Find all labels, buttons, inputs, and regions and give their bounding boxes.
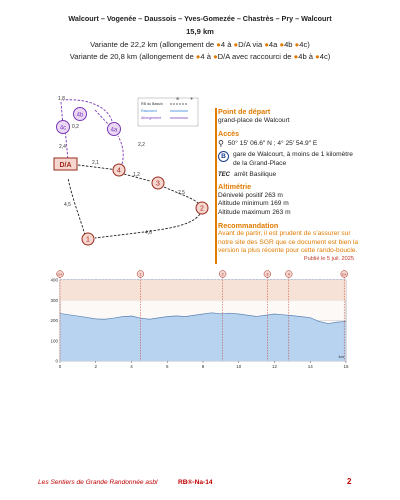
x-tick-label: 4 xyxy=(130,364,133,369)
svg-text:D/A: D/A xyxy=(59,162,72,169)
svg-text:2: 2 xyxy=(200,205,204,213)
distance-label: 2,2 xyxy=(138,142,145,148)
published-date: Publié le 5 juil. 2025 xyxy=(303,256,354,262)
x-tick-label: 0 xyxy=(58,364,62,369)
svg-text:4a: 4a xyxy=(110,127,118,134)
alt-max: Altitude maximum 263 m xyxy=(218,208,291,216)
route-distance: 15,9 km xyxy=(186,27,214,36)
upper-band xyxy=(60,280,346,300)
waypoint-4b xyxy=(74,108,87,121)
rec-text: Avant de partir, il est prudent de s’assurer sur notre site des SGR que ce document est bien la version la plus récente pour cette rando-boucle. xyxy=(218,230,359,255)
svg-text:4c: 4c xyxy=(59,125,67,132)
depart-text: grand-place de Walcourt xyxy=(218,116,290,124)
legend-raccourci: Raccourci xyxy=(141,109,157,113)
y-tick-label: 200 xyxy=(50,318,58,323)
distance-label: 2,5 xyxy=(178,190,185,196)
train-icon: B xyxy=(218,151,229,162)
legend-allongement: Allongement xyxy=(141,116,161,120)
info-divider xyxy=(215,108,217,264)
marker-label: 3 xyxy=(266,271,269,277)
page-number: 2 xyxy=(347,477,352,486)
marker-label: D/A xyxy=(341,272,347,277)
x-tick-label: 10 xyxy=(236,364,242,369)
footer-org: Les Sentiers de Grande Randonnée asbl xyxy=(38,479,158,486)
svg-text:4b: 4b xyxy=(76,112,84,119)
alt-title: Altimétrie xyxy=(218,182,252,192)
distance-label: 1,2 xyxy=(133,172,140,178)
distance-label: 0,2 xyxy=(72,124,79,130)
distance-label: 2,4 xyxy=(59,144,66,150)
footer-code: RB®-Na-14 xyxy=(178,479,213,486)
route-map xyxy=(30,88,245,260)
location-pin-icon: ⚲ xyxy=(218,138,224,148)
variant-2: Variante de 20,8 km (allongement de ●4 à ●D/A avec raccourci de ●4b à ●4c) xyxy=(69,52,331,61)
x-tick-label: 16 xyxy=(343,364,349,369)
distance-label: 4,6 xyxy=(145,230,152,236)
alt-positive: Dénivelé positif 263 m xyxy=(218,191,283,199)
train-text: gare de Walcourt, à moins de 1 kilomètre de la Grand-Place xyxy=(233,151,353,167)
bus-row xyxy=(218,171,360,180)
marker-label: 4 xyxy=(287,271,290,277)
distance-label: 2,1 xyxy=(92,160,99,166)
legend-rb: RB du Bassin xyxy=(141,102,163,106)
elevation-area xyxy=(60,313,346,361)
x-tick-label: 14 xyxy=(307,364,313,369)
route-title: Walcourt – Vogenée – Daussois – Yves-Gomezée – Chastrès – Pry – Walcourt xyxy=(68,14,332,23)
distance-label: 4,5 xyxy=(64,202,71,208)
waypoint-4a xyxy=(108,123,121,136)
variant-1: Variante de 22,2 km (allongement de ●4 à ●D/A via ●4a ●4b ●4c) xyxy=(90,40,310,49)
train-row xyxy=(218,151,360,168)
marker-label: 2 xyxy=(221,271,224,277)
alt-min: Altitude minimum 169 m xyxy=(218,200,289,208)
y-tick-label: 100 xyxy=(50,338,58,344)
waypoint-4 xyxy=(113,164,125,176)
svg-text:3: 3 xyxy=(156,180,160,188)
elevation-chart xyxy=(48,268,358,373)
marker-label: D/A xyxy=(57,272,63,277)
svg-text:1: 1 xyxy=(86,236,90,244)
y-tick-label: 300 xyxy=(50,297,58,303)
info-panel xyxy=(218,108,360,256)
rec-title: Recommandation xyxy=(218,220,279,230)
waypoint-2 xyxy=(196,202,208,214)
x-unit-label: km xyxy=(338,354,344,359)
y-tick-label: 400 xyxy=(50,277,58,283)
svg-text:✈: ✈ xyxy=(190,96,194,101)
bus-icon: TEC xyxy=(218,171,230,178)
coords-row xyxy=(218,140,360,149)
waypoint-da xyxy=(54,158,77,170)
marker-label: 1 xyxy=(139,271,142,277)
depart-title: Point de départ xyxy=(218,107,271,116)
svg-text:⊕: ⊕ xyxy=(176,96,180,101)
x-tick-label: 8 xyxy=(201,364,205,369)
bus-text: arrêt Basilique xyxy=(234,170,277,178)
distance-label: 1,8 xyxy=(58,96,65,102)
waypoint-1 xyxy=(82,233,94,245)
acces-title: Accès xyxy=(218,129,240,139)
map-legend xyxy=(138,96,198,126)
x-tick-label: 6 xyxy=(165,364,169,369)
coords-text: 50° 15′ 06.6″ N ; 4° 25′ 54.9″ E xyxy=(227,139,318,147)
x-tick-label: 2 xyxy=(94,364,98,369)
x-tick-label: 12 xyxy=(271,364,278,369)
svg-text:4: 4 xyxy=(117,167,121,175)
waypoint-4c xyxy=(57,121,70,134)
waypoint-3 xyxy=(152,177,164,189)
y-tick-label: 0 xyxy=(55,358,58,364)
